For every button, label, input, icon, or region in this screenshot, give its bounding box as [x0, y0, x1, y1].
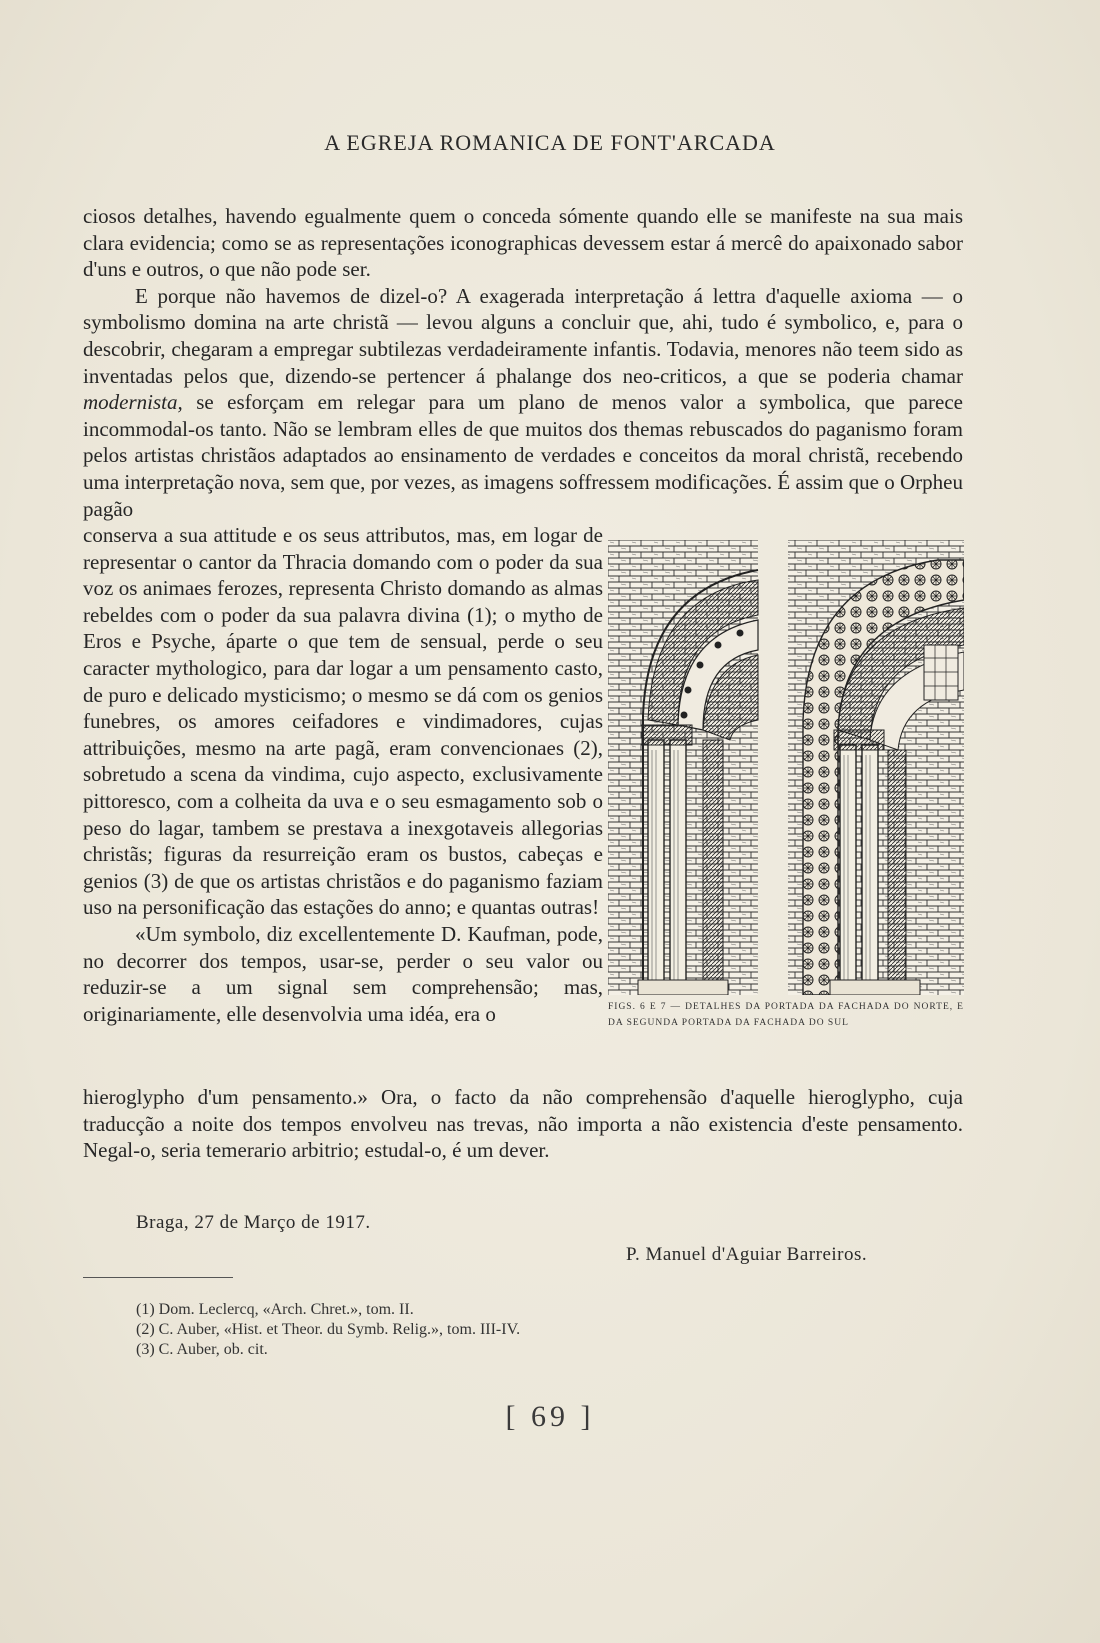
left-portal: [608, 540, 758, 995]
figure-caption: FIGS. 6 E 7 — DETALHES DA PORTADA DA FACHADA DO NORTE, E DA SEGUNDA PORTADA DA FACHADA DO SUL: [608, 1002, 964, 1028]
right-portal: [788, 540, 964, 995]
portal-drawing: [608, 540, 964, 995]
body-text-column: [83, 522, 603, 1027]
place-date: Braga, 27 de Março de 1917.: [136, 1212, 371, 1233]
portal-illustration: [608, 540, 964, 1035]
paragraph-2: [83, 283, 963, 522]
paragraph-1: ciosos detalhes, havendo egualmente quem o conceda sómente quando elle se manifeste na sua mais clara evidencia; como se as representações iconographicas devessem estar á mercê do apaixonado sabor d'uns e outros, o que não pode ser.: [83, 204, 963, 282]
author-signature: P. Manuel d'Aguiar Barreiros.: [626, 1244, 868, 1265]
running-title: A EGREJA ROMANICA DE FONT'ARCADA: [324, 130, 776, 155]
footnote-2: (2) C. Auber, «Hist. et Theor. du Symb. Relig.», tom. III-IV.: [136, 1321, 521, 1338]
footnote-1: (1) Dom. Leclercq, «Arch. Chret.», tom. II.: [136, 1301, 414, 1318]
paragraph-column-1: conserva a sua attitude e os seus attributos, mas, em logar de representar o cantor da Thracia domando com o poder da sua voz os animaes ferozes, representa Christo domando as almas rebeldes com o poder da sua palavra divina (1); o mytho de Eros e Psyche, áparte o que tem de sensual, perde o seu caracter mythologico, para dar logar a um pensamento casto, de puro e delicado mysticismo; o mesmo se dá com os genios funebres, os amores ceifadores e vindimadores, cujas attribuições, mesmo na arte pagã, eram convencionaes (2), sobretudo a scena da vindima, cujo aspecto, exclusivamente pittoresco, com a colheita da uva e o seu esmagamento sob o peso do lagar, tambem se prestava a inexgotaveis allegorias christãs; figuras da resurreição eram os bustos, cabeças e genios (3) de que os artistas christãos e do paganismo faziam uso na personificação das estações do anno; e quantas outras!: [83, 523, 603, 920]
body-text-top: [83, 203, 963, 522]
italic-term: modernista,: [83, 390, 183, 415]
footnotes: [136, 1300, 520, 1360]
footnote-3: (3) C. Auber, ob. cit.: [136, 1341, 268, 1358]
body-text-bottom: [83, 1084, 963, 1164]
paragraph-end: hieroglypho d'um pensamento.» Ora, o facto da não comprehensão d'aquelle hieroglypho, cuja traducção a noite dos tempos envolveu nas trevas, não importa a não existencia d'este pensamento. Negal-o, seria temerario arbitrio; estudal-o, é um dever.: [83, 1085, 963, 1163]
page-number: [ 69 ]: [505, 1400, 595, 1433]
footnote-divider: [83, 1277, 233, 1278]
paragraph-2-part-a: E porque não havemos de dizel-o? A exagerada interpretação á lettra d'aquelle axioma — o symbolismo domina na arte christã — levou alguns a concluir que, ahi, tudo é symbolico, e, para o descobrir, chegaram a empregar subtilezas verdadeiramente infantis. Todavia, menores não teem sido as inventadas pelos que, dizendo-se pertencer á phalange dos neo-criticos, a que se poderia chamar: [83, 283, 963, 388]
paragraph-2-part-b: se esforçam em relegar para um plano de menos valor a symbolica, que parece incommodal-os tanto. Não se lembram elles de que muitos dos themas rebuscados do paganismo foram pelos artistas christãos adaptados ao ensinamento de verdades e conceitos da moral christã, recebendo uma interpretação nova, sem que, por vezes, as imagens soffressem modificações. É assim que o Orpheu pagão: [83, 390, 963, 521]
paragraph-column-2: «Um symbolo, diz excellentemente D. Kaufman, pode, no decorrer dos tempos, usar-se, perder o seu valor ou reduzir-se a um signal sem comprehensão; mas, originariamente, elle desenvolvia uma idéa, era o: [83, 921, 603, 1026]
